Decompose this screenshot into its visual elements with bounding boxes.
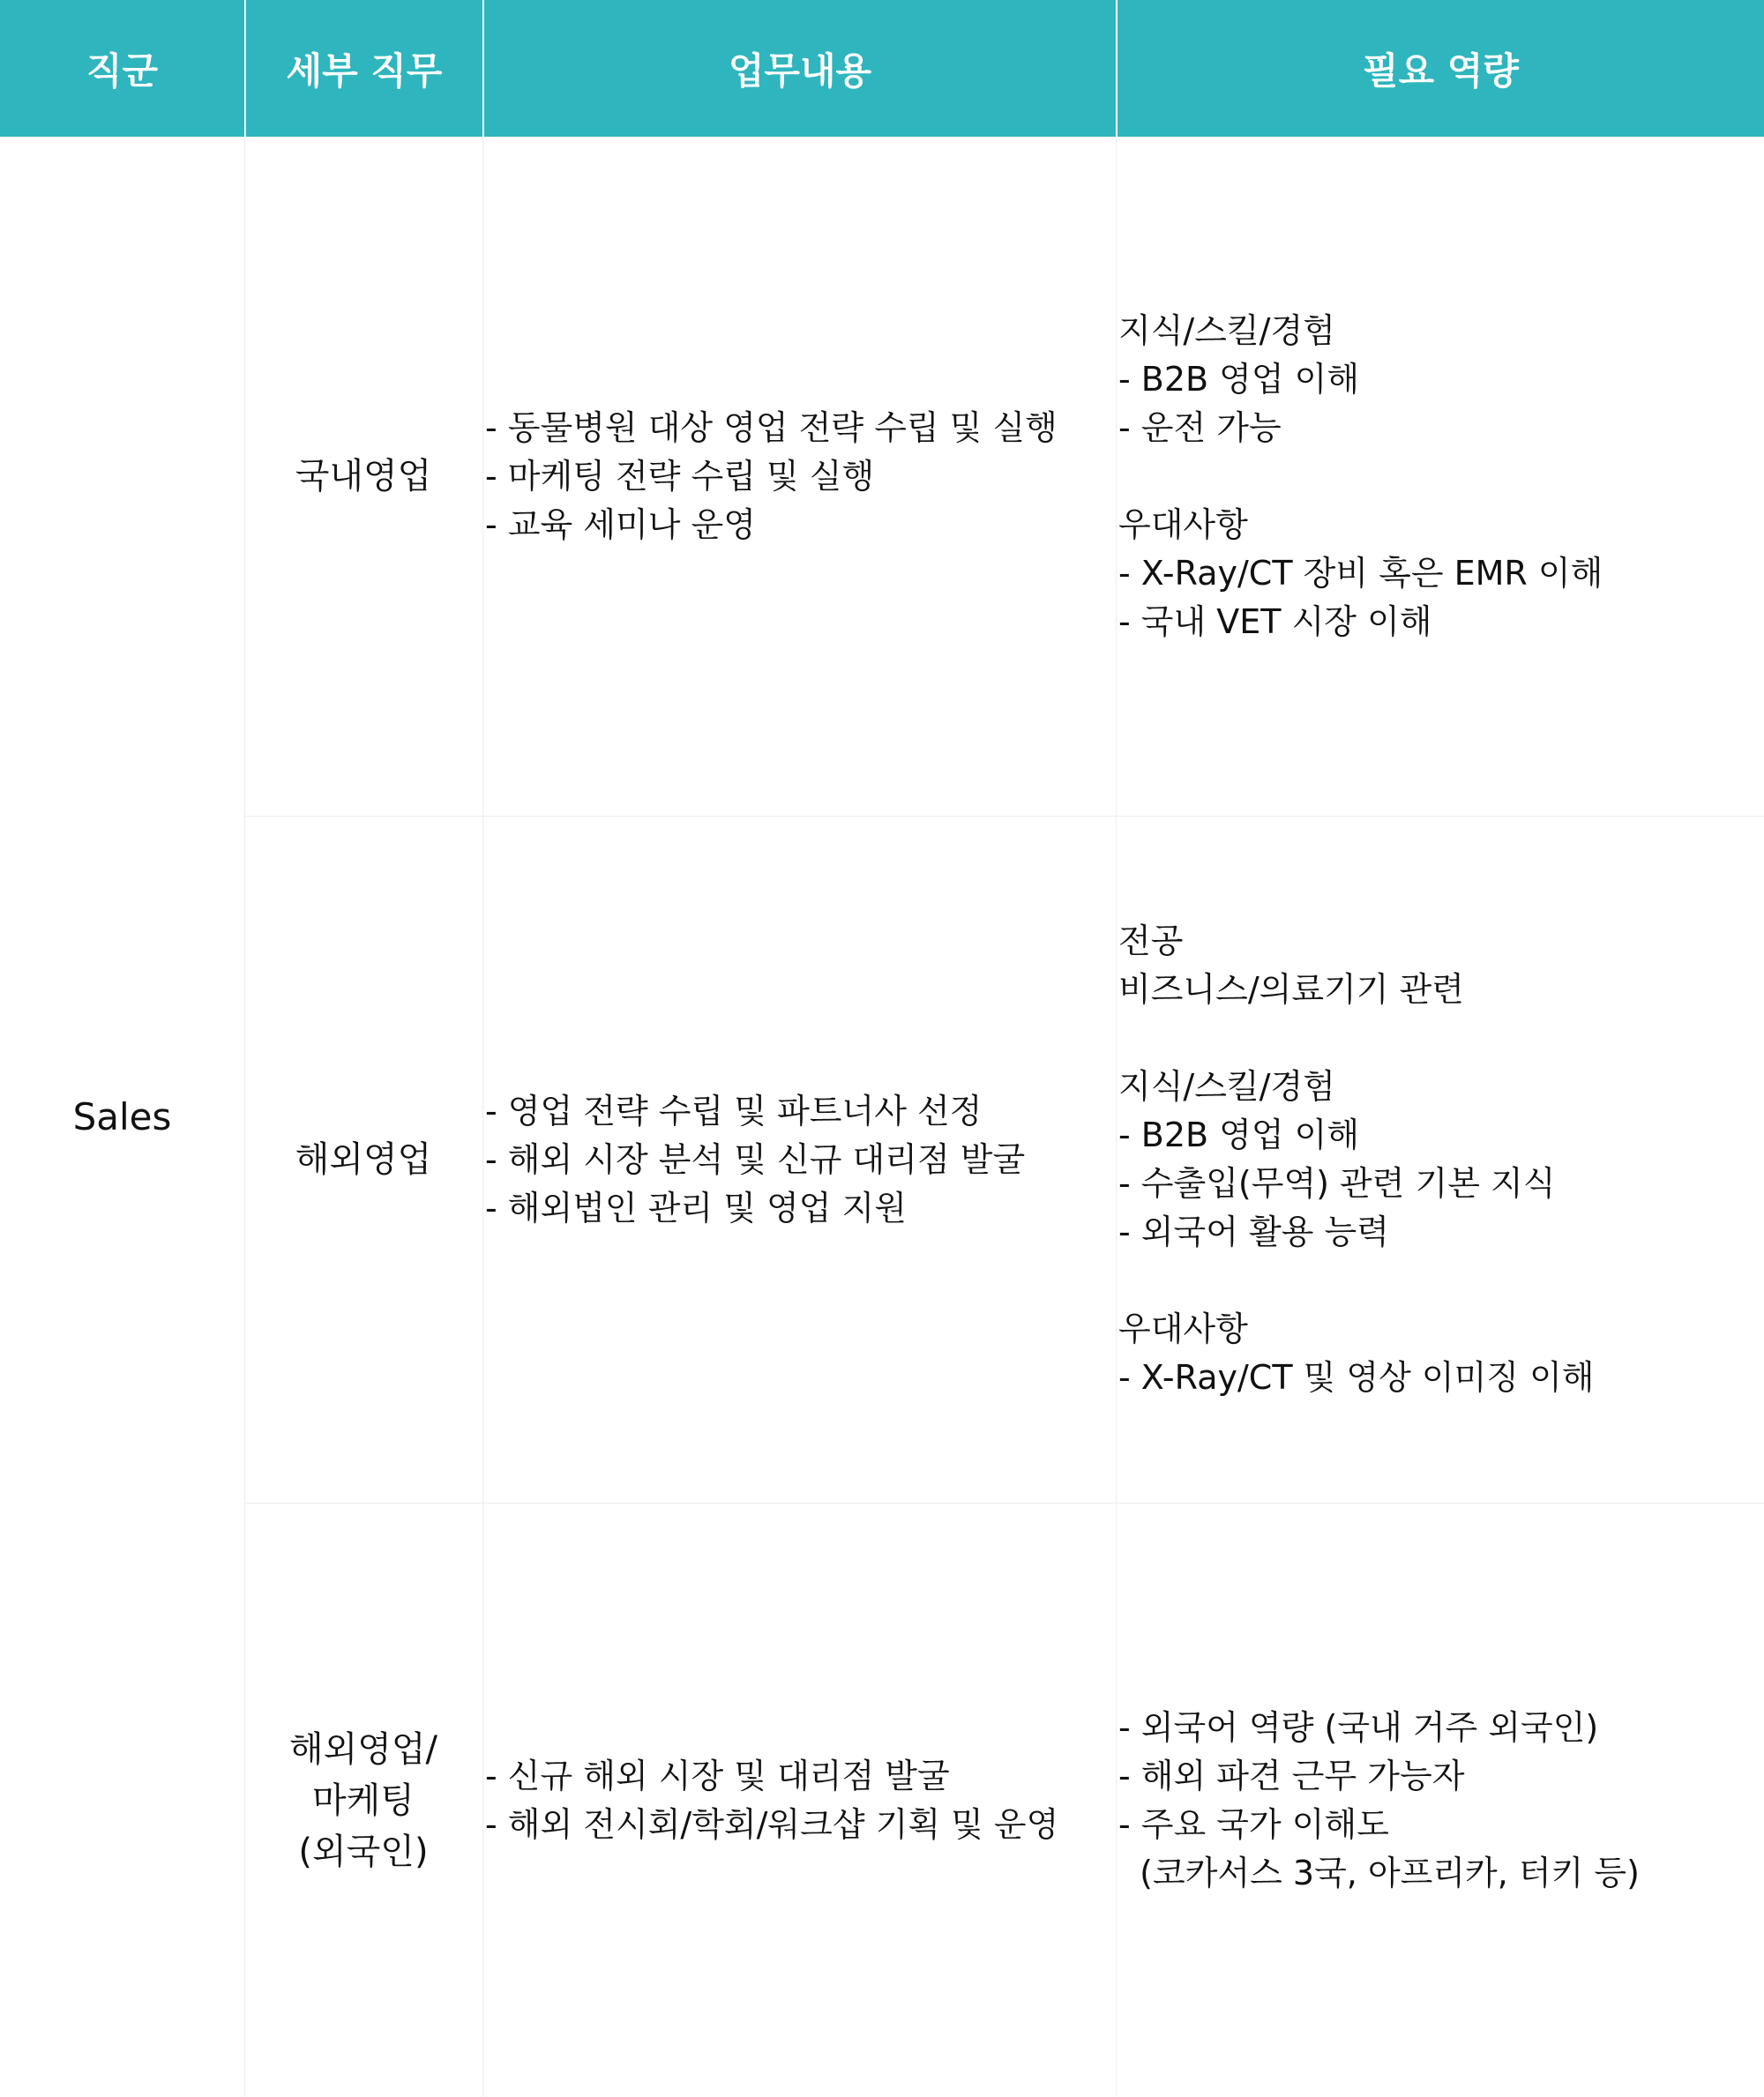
requirements-cell <box>1116 817 1764 1503</box>
role-cell <box>244 817 482 1503</box>
table-row <box>0 1504 1764 2097</box>
requirements-line <box>1118 1014 1595 1063</box>
role-cell <box>244 137 482 816</box>
tasks-line: - 영업 전략 수립 및 파트너사 선정 <box>485 1091 983 1131</box>
tasks-line: - 신규 해외 시장 및 대리점 발굴 <box>485 1756 950 1795</box>
tasks-line: - 해외 전시회/학회/워크샵 기획 및 운영 <box>485 1804 1059 1844</box>
requirements-line <box>1118 452 1603 501</box>
requirements-line: - 주요 국가 이해도 <box>1118 1804 1389 1844</box>
role-cell <box>244 1504 482 2097</box>
requirements-line: 지식/스킬/경험 <box>1118 310 1335 350</box>
role-line: 국내영업 <box>295 456 432 496</box>
requirements-line: 우대사항 <box>1118 1310 1248 1348</box>
header-role: 세부 직무 <box>244 0 482 137</box>
requirements-line: - 운전 가능 <box>1118 407 1282 447</box>
requirements-line: - X-Ray/CT 장비 혹은 EMR 이해 <box>1118 553 1603 593</box>
role-line: 마케팅 <box>312 1780 415 1821</box>
tasks-cell <box>482 1504 1116 2097</box>
header-tasks: 업무내용 <box>482 0 1116 137</box>
requirements-line: - 수출입(무역) 관련 기본 지식 <box>1118 1164 1556 1203</box>
requirements-line: - 외국어 역량 (국내 거주 외국인) <box>1118 1707 1599 1747</box>
requirements-line: - B2B 영업 이해 <box>1118 359 1360 399</box>
tasks-line: - 마케팅 전략 수립 및 실행 <box>485 456 875 496</box>
requirements-line: - 해외 파견 근무 가능자 <box>1118 1756 1465 1795</box>
header-category: 직군 <box>86 49 159 93</box>
requirements-line: 지식/스킬/경험 <box>1118 1067 1335 1106</box>
tasks-cell <box>482 817 1116 1503</box>
tasks-line: - 해외법인 관리 및 영업 지원 <box>485 1188 907 1228</box>
requirements-line <box>1118 1257 1595 1305</box>
category-cell: Sales <box>72 1095 172 1138</box>
tasks-line: - 교육 세미나 운영 <box>485 504 756 544</box>
tasks-line: - 동물병원 대상 영업 전략 수립 및 실행 <box>485 407 1058 447</box>
table-header <box>0 0 1764 137</box>
requirements-line: 우대사항 <box>1118 504 1248 544</box>
table-row <box>0 817 1764 1503</box>
requirements-line: 비즈니스/의료기기 관련 <box>1118 970 1464 1009</box>
requirements-line: (코카서스 3국, 아프리카, 터키 등) <box>1118 1853 1640 1892</box>
requirements-line: - 외국어 활용 능력 <box>1118 1213 1389 1251</box>
role-line: 해외영업 <box>295 1139 432 1180</box>
role-line: (외국인) <box>298 1831 429 1872</box>
requirements-cell <box>1116 137 1764 816</box>
tasks-cell <box>482 137 1116 816</box>
requirements-cell <box>1116 1504 1764 2097</box>
tasks-line: - 해외 시장 분석 및 신규 대리점 발굴 <box>485 1139 1026 1179</box>
header-requirements: 필요 역량 <box>1116 0 1764 137</box>
requirements-line: - B2B 영업 이해 <box>1118 1116 1360 1154</box>
role-line: 해외영업/ <box>288 1728 438 1770</box>
table-row <box>0 137 1764 816</box>
requirements-line: - 국내 VET 시장 이해 <box>1118 601 1432 641</box>
requirements-line: - X-Ray/CT 및 영상 이미징 이해 <box>1118 1358 1595 1397</box>
requirements-line: 전공 <box>1118 922 1184 960</box>
